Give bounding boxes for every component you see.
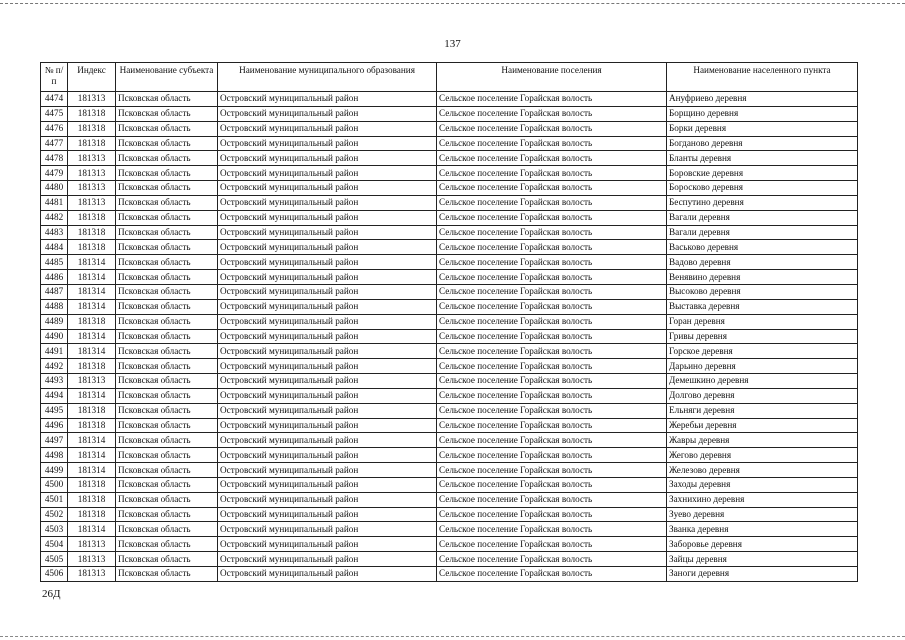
cell-subject: Псковская область: [116, 92, 218, 107]
cell-index: 181314: [68, 388, 116, 403]
cell-subject: Псковская область: [116, 210, 218, 225]
header-num: № п/п: [41, 63, 68, 92]
cell-num: 4504: [41, 537, 68, 552]
cell-locality: Заборовье деревня: [667, 537, 858, 552]
cell-num: 4484: [41, 240, 68, 255]
cell-locality: Беспутино деревня: [667, 195, 858, 210]
cell-locality: Вадово деревня: [667, 255, 858, 270]
cell-num: 4485: [41, 255, 68, 270]
cell-subject: Псковская область: [116, 240, 218, 255]
table-row: [41, 240, 858, 255]
cell-index: 181313: [68, 181, 116, 196]
table-row: [41, 552, 858, 567]
cell-index: 181318: [68, 106, 116, 121]
cell-index: 181314: [68, 284, 116, 299]
header-municipality: Наименование муниципального образования: [218, 63, 437, 92]
cell-num: 4491: [41, 344, 68, 359]
cell-subject: Псковская область: [116, 195, 218, 210]
cell-settlement: Сельское поселение Горайская волость: [437, 418, 667, 433]
cell-locality: Горское деревня: [667, 344, 858, 359]
cell-num: 4489: [41, 314, 68, 329]
cell-settlement: Сельское поселение Горайская волость: [437, 270, 667, 285]
cell-locality: Бланты деревня: [667, 151, 858, 166]
cell-locality: Боросково деревня: [667, 181, 858, 196]
cell-locality: Долгово деревня: [667, 388, 858, 403]
cell-municipality: Островский муниципальный район: [218, 388, 437, 403]
cell-locality: Зайцы деревня: [667, 552, 858, 567]
cell-municipality: Островский муниципальный район: [218, 567, 437, 582]
cell-index: 181318: [68, 403, 116, 418]
cell-subject: Псковская область: [116, 106, 218, 121]
cell-municipality: Островский муниципальный район: [218, 448, 437, 463]
cell-settlement: Сельское поселение Горайская волость: [437, 299, 667, 314]
cell-num: 4475: [41, 106, 68, 121]
page-number: 137: [444, 38, 461, 50]
cell-settlement: Сельское поселение Горайская волость: [437, 359, 667, 374]
cell-subject: Псковская область: [116, 225, 218, 240]
table-row: [41, 329, 858, 344]
cell-locality: Званка деревня: [667, 522, 858, 537]
cell-subject: Псковская область: [116, 463, 218, 478]
cell-settlement: Сельское поселение Горайская волость: [437, 136, 667, 151]
cell-subject: Псковская область: [116, 522, 218, 537]
cell-locality: Борщино деревня: [667, 106, 858, 121]
cell-num: 4477: [41, 136, 68, 151]
cell-num: 4496: [41, 418, 68, 433]
scan-edge-top: [0, 3, 905, 4]
cell-settlement: Сельское поселение Горайская волость: [437, 507, 667, 522]
cell-subject: Псковская область: [116, 255, 218, 270]
cell-municipality: Островский муниципальный район: [218, 121, 437, 136]
cell-index: 181318: [68, 492, 116, 507]
cell-subject: Псковская область: [116, 492, 218, 507]
cell-subject: Псковская область: [116, 136, 218, 151]
cell-municipality: Островский муниципальный район: [218, 537, 437, 552]
table-row: [41, 359, 858, 374]
cell-settlement: Сельское поселение Горайская волость: [437, 314, 667, 329]
cell-settlement: Сельское поселение Горайская волость: [437, 522, 667, 537]
cell-index: 181314: [68, 270, 116, 285]
cell-index: 181313: [68, 537, 116, 552]
cell-index: 181318: [68, 121, 116, 136]
cell-municipality: Островский муниципальный район: [218, 210, 437, 225]
table-row: [41, 210, 858, 225]
cell-num: 4506: [41, 567, 68, 582]
cell-index: 181314: [68, 329, 116, 344]
cell-locality: Дарьино деревня: [667, 359, 858, 374]
table-row: [41, 507, 858, 522]
cell-subject: Псковская область: [116, 299, 218, 314]
cell-settlement: Сельское поселение Горайская волость: [437, 284, 667, 299]
cell-locality: Жегово деревня: [667, 448, 858, 463]
cell-subject: Псковская область: [116, 270, 218, 285]
table-row: [41, 299, 858, 314]
cell-subject: Псковская область: [116, 418, 218, 433]
table-row: [41, 537, 858, 552]
cell-municipality: Островский муниципальный район: [218, 552, 437, 567]
cell-municipality: Островский муниципальный район: [218, 492, 437, 507]
cell-num: 4499: [41, 463, 68, 478]
cell-settlement: Сельское поселение Горайская волость: [437, 537, 667, 552]
cell-settlement: Сельское поселение Горайская волость: [437, 433, 667, 448]
cell-settlement: Сельское поселение Горайская волость: [437, 225, 667, 240]
table-row: [41, 448, 858, 463]
cell-subject: Псковская область: [116, 166, 218, 181]
cell-municipality: Островский муниципальный район: [218, 166, 437, 181]
cell-index: 181314: [68, 522, 116, 537]
cell-locality: Борки деревня: [667, 121, 858, 136]
cell-settlement: Сельское поселение Горайская волость: [437, 210, 667, 225]
cell-settlement: Сельское поселение Горайская волость: [437, 374, 667, 389]
cell-subject: Псковская область: [116, 403, 218, 418]
cell-municipality: Островский муниципальный район: [218, 522, 437, 537]
cell-municipality: Островский муниципальный район: [218, 151, 437, 166]
cell-index: 181314: [68, 448, 116, 463]
cell-municipality: Островский муниципальный район: [218, 284, 437, 299]
cell-num: 4481: [41, 195, 68, 210]
table-row: [41, 388, 858, 403]
cell-num: 4476: [41, 121, 68, 136]
cell-locality: Заноги деревня: [667, 567, 858, 582]
cell-index: 181318: [68, 507, 116, 522]
cell-locality: Железово деревня: [667, 463, 858, 478]
cell-municipality: Островский муниципальный район: [218, 270, 437, 285]
table-row: [41, 344, 858, 359]
cell-index: 181313: [68, 166, 116, 181]
table-header-row: [41, 63, 858, 92]
cell-num: 4490: [41, 329, 68, 344]
table-row: [41, 181, 858, 196]
cell-settlement: Сельское поселение Горайская волость: [437, 448, 667, 463]
table-row: [41, 403, 858, 418]
cell-municipality: Островский муниципальный район: [218, 92, 437, 107]
cell-subject: Псковская область: [116, 552, 218, 567]
cell-index: 181314: [68, 463, 116, 478]
cell-locality: Ануфриево деревня: [667, 92, 858, 107]
cell-index: 181318: [68, 225, 116, 240]
table-row: [41, 151, 858, 166]
header-index: Индекс: [68, 63, 116, 92]
header-locality: Наименование населенного пункта: [667, 63, 858, 92]
cell-municipality: Островский муниципальный район: [218, 463, 437, 478]
cell-index: 181313: [68, 567, 116, 582]
cell-num: 4488: [41, 299, 68, 314]
table-body: [41, 92, 858, 582]
cell-locality: Горан деревня: [667, 314, 858, 329]
cell-subject: Псковская область: [116, 433, 218, 448]
table-row: [41, 418, 858, 433]
cell-municipality: Островский муниципальный район: [218, 403, 437, 418]
cell-settlement: Сельское поселение Горайская волость: [437, 92, 667, 107]
cell-num: 4478: [41, 151, 68, 166]
cell-num: 4505: [41, 552, 68, 567]
cell-locality: Вагали деревня: [667, 225, 858, 240]
cell-num: 4483: [41, 225, 68, 240]
cell-municipality: Островский муниципальный район: [218, 329, 437, 344]
header-settlement: Наименование поселения: [437, 63, 667, 92]
cell-settlement: Сельское поселение Горайская волость: [437, 121, 667, 136]
cell-num: 4493: [41, 374, 68, 389]
cell-subject: Псковская область: [116, 359, 218, 374]
cell-municipality: Островский муниципальный район: [218, 106, 437, 121]
cell-municipality: Островский муниципальный район: [218, 314, 437, 329]
cell-municipality: Островский муниципальный район: [218, 299, 437, 314]
header-subject: Наименование субъекта: [116, 63, 218, 92]
cell-index: 181318: [68, 136, 116, 151]
cell-municipality: Островский муниципальный район: [218, 225, 437, 240]
cell-settlement: Сельское поселение Горайская волость: [437, 552, 667, 567]
cell-num: 4494: [41, 388, 68, 403]
table-row: [41, 106, 858, 121]
cell-settlement: Сельское поселение Горайская волость: [437, 492, 667, 507]
cell-settlement: Сельское поселение Горайская волость: [437, 195, 667, 210]
cell-settlement: Сельское поселение Горайская волость: [437, 463, 667, 478]
cell-locality: Вагали деревня: [667, 210, 858, 225]
cell-num: 4503: [41, 522, 68, 537]
cell-index: 181313: [68, 374, 116, 389]
cell-locality: Высоково деревня: [667, 284, 858, 299]
cell-index: 181318: [68, 359, 116, 374]
cell-index: 181314: [68, 433, 116, 448]
cell-num: 4486: [41, 270, 68, 285]
cell-municipality: Островский муниципальный район: [218, 255, 437, 270]
cell-settlement: Сельское поселение Горайская волость: [437, 166, 667, 181]
cell-subject: Псковская область: [116, 448, 218, 463]
cell-index: 181314: [68, 299, 116, 314]
table-row: [41, 463, 858, 478]
cell-municipality: Островский муниципальный район: [218, 344, 437, 359]
cell-subject: Псковская область: [116, 121, 218, 136]
table-row: [41, 270, 858, 285]
cell-subject: Псковская область: [116, 284, 218, 299]
table-row: [41, 374, 858, 389]
cell-locality: Демешкино деревня: [667, 374, 858, 389]
cell-locality: Выставка деревня: [667, 299, 858, 314]
cell-settlement: Сельское поселение Горайская волость: [437, 151, 667, 166]
cell-municipality: Островский муниципальный район: [218, 240, 437, 255]
cell-subject: Псковская область: [116, 314, 218, 329]
table-row: [41, 284, 858, 299]
cell-settlement: Сельское поселение Горайская волость: [437, 403, 667, 418]
cell-subject: Псковская область: [116, 388, 218, 403]
cell-locality: Венявино деревня: [667, 270, 858, 285]
cell-settlement: Сельское поселение Горайская волость: [437, 255, 667, 270]
cell-settlement: Сельское поселение Горайская волость: [437, 388, 667, 403]
cell-locality: Заходы деревня: [667, 477, 858, 492]
cell-subject: Псковская область: [116, 537, 218, 552]
cell-locality: Жавры деревня: [667, 433, 858, 448]
cell-num: 4497: [41, 433, 68, 448]
table-row: [41, 255, 858, 270]
cell-settlement: Сельское поселение Горайская волость: [437, 567, 667, 582]
cell-num: 4502: [41, 507, 68, 522]
cell-subject: Псковская область: [116, 329, 218, 344]
cell-settlement: Сельское поселение Горайская волость: [437, 477, 667, 492]
table-row: [41, 492, 858, 507]
table-row: [41, 136, 858, 151]
cell-num: 4498: [41, 448, 68, 463]
cell-index: 181314: [68, 344, 116, 359]
cell-num: 4500: [41, 477, 68, 492]
cell-municipality: Островский муниципальный район: [218, 418, 437, 433]
cell-num: 4487: [41, 284, 68, 299]
cell-num: 4479: [41, 166, 68, 181]
cell-settlement: Сельское поселение Горайская волость: [437, 329, 667, 344]
cell-locality: Зуево деревня: [667, 507, 858, 522]
cell-municipality: Островский муниципальный район: [218, 507, 437, 522]
cell-locality: Ельняги деревня: [667, 403, 858, 418]
cell-num: 4501: [41, 492, 68, 507]
table-row: [41, 477, 858, 492]
cell-subject: Псковская область: [116, 151, 218, 166]
table-row: [41, 195, 858, 210]
cell-municipality: Островский муниципальный район: [218, 477, 437, 492]
cell-index: 181313: [68, 151, 116, 166]
cell-settlement: Сельское поселение Горайская волость: [437, 344, 667, 359]
cell-subject: Псковская область: [116, 477, 218, 492]
table-row: [41, 314, 858, 329]
table-row: [41, 121, 858, 136]
cell-municipality: Островский муниципальный район: [218, 181, 437, 196]
cell-subject: Псковская область: [116, 507, 218, 522]
cell-num: 4482: [41, 210, 68, 225]
cell-subject: Псковская область: [116, 567, 218, 582]
table-row: [41, 522, 858, 537]
cell-index: 181318: [68, 477, 116, 492]
cell-subject: Псковская область: [116, 374, 218, 389]
cell-locality: Боровские деревня: [667, 166, 858, 181]
cell-index: 181313: [68, 92, 116, 107]
localities-table: [40, 62, 858, 582]
table-row: [41, 433, 858, 448]
cell-index: 181318: [68, 210, 116, 225]
cell-locality: Гривы деревня: [667, 329, 858, 344]
cell-settlement: Сельское поселение Горайская волость: [437, 106, 667, 121]
cell-index: 181318: [68, 240, 116, 255]
footer-code: 26Д: [42, 588, 61, 600]
cell-municipality: Островский муниципальный район: [218, 374, 437, 389]
cell-settlement: Сельское поселение Горайская волость: [437, 181, 667, 196]
cell-subject: Псковская область: [116, 344, 218, 359]
table-row: [41, 92, 858, 107]
cell-locality: Васьково деревня: [667, 240, 858, 255]
cell-num: 4495: [41, 403, 68, 418]
cell-municipality: Островский муниципальный район: [218, 433, 437, 448]
table-row: [41, 567, 858, 582]
cell-subject: Псковская область: [116, 181, 218, 196]
table-row: [41, 225, 858, 240]
cell-municipality: Островский муниципальный район: [218, 359, 437, 374]
table-row: [41, 166, 858, 181]
cell-index: 181318: [68, 314, 116, 329]
cell-locality: Жеребьи деревня: [667, 418, 858, 433]
cell-index: 181318: [68, 418, 116, 433]
cell-municipality: Островский муниципальный район: [218, 136, 437, 151]
cell-index: 181314: [68, 255, 116, 270]
cell-municipality: Островский муниципальный район: [218, 195, 437, 210]
cell-index: 181313: [68, 552, 116, 567]
cell-locality: Захнихино деревня: [667, 492, 858, 507]
cell-num: 4492: [41, 359, 68, 374]
cell-locality: Богданово деревня: [667, 136, 858, 151]
cell-index: 181313: [68, 195, 116, 210]
cell-settlement: Сельское поселение Горайская волость: [437, 240, 667, 255]
cell-num: 4474: [41, 92, 68, 107]
scan-edge-bottom: [0, 636, 905, 637]
cell-num: 4480: [41, 181, 68, 196]
